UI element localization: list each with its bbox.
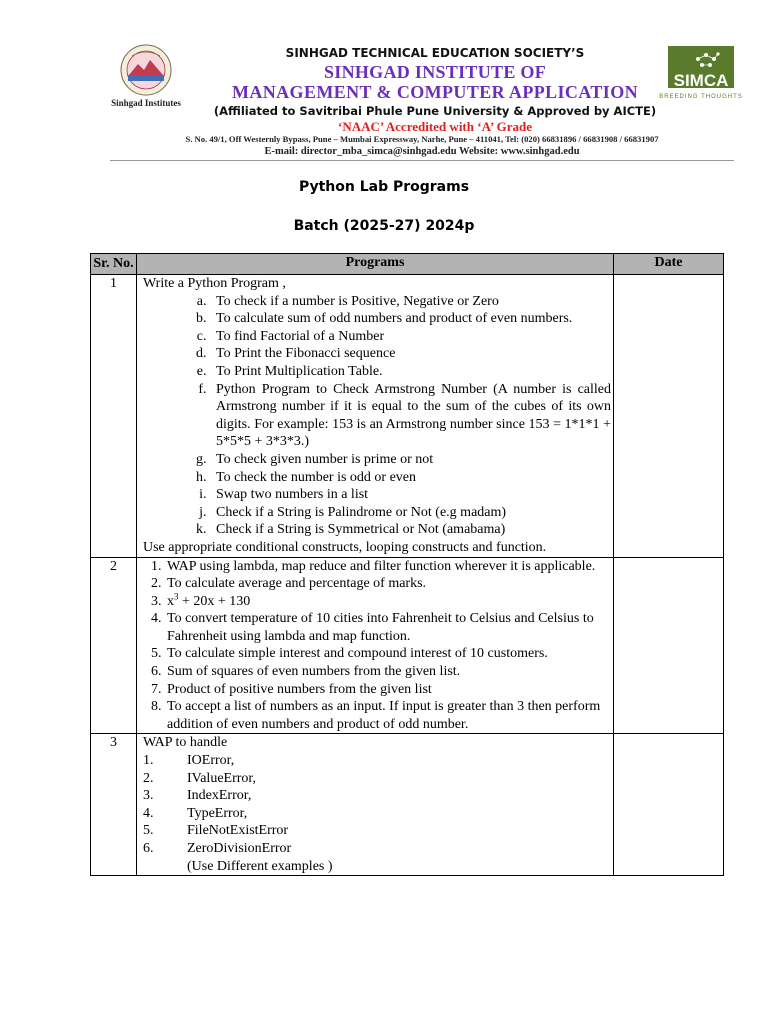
list-item [165,593,611,611]
simca-tagline: BREEDING THOUGHTS [659,94,743,100]
list-item: 6. Sum of squares of even numbers from the given list. [165,663,611,681]
list-item [143,822,611,840]
row1-intro: Write a Python Program , [143,276,286,291]
list-item [143,752,611,770]
list-item: 5. To calculate simple interest and compound interest of 10 customers. [165,645,611,663]
left-logo-caption: Sinhgad Institutes [111,98,181,108]
programs-cell [137,734,614,876]
expression-exponent: 3 [174,591,179,602]
header-divider [110,160,734,161]
affiliation-text: (Affiliated to Savitribai Phule Pune University & Approved by AICTE) [213,104,657,118]
error-name: IOError, [187,753,235,769]
list-item [143,770,611,788]
institute-name-line1: SINHGAD INSTITUTE OF [323,62,547,82]
list-item: c. To find Factorial of a Number [210,328,611,346]
naac-accreditation: ‘NAAC’ Accredited with ‘A’ Grade [338,119,532,134]
letterhead [100,44,743,162]
document-title: Python Lab Programs [298,179,470,195]
list-item: i. Swap two numbers in a list [210,486,611,504]
society-name: SINHGAD TECHNICAL EDUCATION SOCIETY’S [285,46,585,60]
list-number: 6. [143,841,154,856]
error-name: FileNotExistError [187,823,289,839]
error-name: ZeroDivisionError [187,841,292,856]
list-item: 4. To convert temperature of 10 cities into Fahrenheit to Celsius and Celsius to Fahrenheit using lambda and map function. [165,610,611,645]
date-cell [614,557,724,734]
list-item: b. To calculate sum of odd numbers and product of even numbers. [210,310,611,328]
list-item: 8. To accept a list of numbers as an input. If input is greater than 3 then perform addition of even numbers and product of odd number. [165,698,611,733]
table-row [91,557,724,734]
date-cell [614,734,724,876]
list-item: j. Check if a String is Palindrome or Not (e.g madam) [210,504,611,522]
list-item [143,840,611,858]
simca-logo [659,46,743,112]
list-number: 3. [143,788,154,804]
list-item: 2. To calculate average and percentage of marks. [165,575,611,593]
row1-note: Use appropriate conditional constructs, looping constructs and function. [143,539,547,555]
program-list [143,293,611,539]
list-number: 1. [143,753,154,769]
error-name: TypeError, [187,805,248,821]
list-number: 4. [143,805,154,821]
expression-base: x [167,593,174,609]
list-item: 7. Product of positive numbers from the given list [165,681,611,699]
sr-no-cell: 1 [91,275,137,558]
list-item [143,787,611,805]
expression-rest: + 20x + 130 [182,593,251,609]
row3-note: (Use Different examples ) [187,858,333,874]
sr-no-cell: 3 [91,734,137,876]
sr-no-cell: 2 [91,557,137,734]
list-item: g. To check given number is prime or not [210,451,611,469]
error-list [143,752,611,858]
programs-cell [137,557,614,734]
program-list [143,558,611,734]
list-item: k. Check if a String is Symmetrical or Not (amabama) [210,521,611,539]
error-name: IndexError, [187,788,252,804]
programs-cell [137,275,614,558]
list-item [143,805,611,823]
col-header-date: Date [614,254,724,275]
simca-logo-text: SIMCA [673,71,729,90]
contact-email-website: E-mail: director_mba_simca@sinhgad.edu Website: www.sinhgad.edu [264,146,580,157]
batch-title: Batch (2025-27) 2024p [293,218,475,234]
list-item: e. To Print Multiplication Table. [210,363,611,381]
list-item: a. To check if a number is Positive, Negative or Zero [210,293,611,311]
table-row [91,734,724,876]
col-header-programs: Programs [137,254,614,275]
table-header-row [91,254,724,275]
institute-address: S. No. 49/1, Off Westernly Bypass, Pune – Mumbai Expressway, Narhe, Pune – 411041, Tel: (020) 66831896 / 66831908 / 66831907 [185,134,659,144]
list-number: 2. [143,770,154,786]
institute-name-line2: MANAGEMENT & COMPUTER APPLICATION [231,82,639,102]
list-item: f. Python Program to Check Armstrong Number (A number is called Armstrong number if it is equal to the sum of the cubes of its own digits. For example: 153 is an Armstrong number since 153 = 1*1*1 + 5*5*5 + 3*3*3.) [210,381,611,451]
list-item: h. To check the number is odd or even [210,469,611,487]
list-item: 1. WAP using lambda, map reduce and filter function wherever it is applicable. [165,558,611,576]
error-name: IValueError, [187,770,257,786]
sinhgad-institutes-logo [102,44,190,110]
list-number: 5. [143,823,154,839]
row3-intro: WAP to handle [143,735,228,751]
date-cell [614,275,724,558]
col-header-sr-no: Sr. No. [91,254,137,275]
list-item: d. To Print the Fibonacci sequence [210,345,611,363]
table-row [91,275,724,558]
programs-table [90,253,724,876]
